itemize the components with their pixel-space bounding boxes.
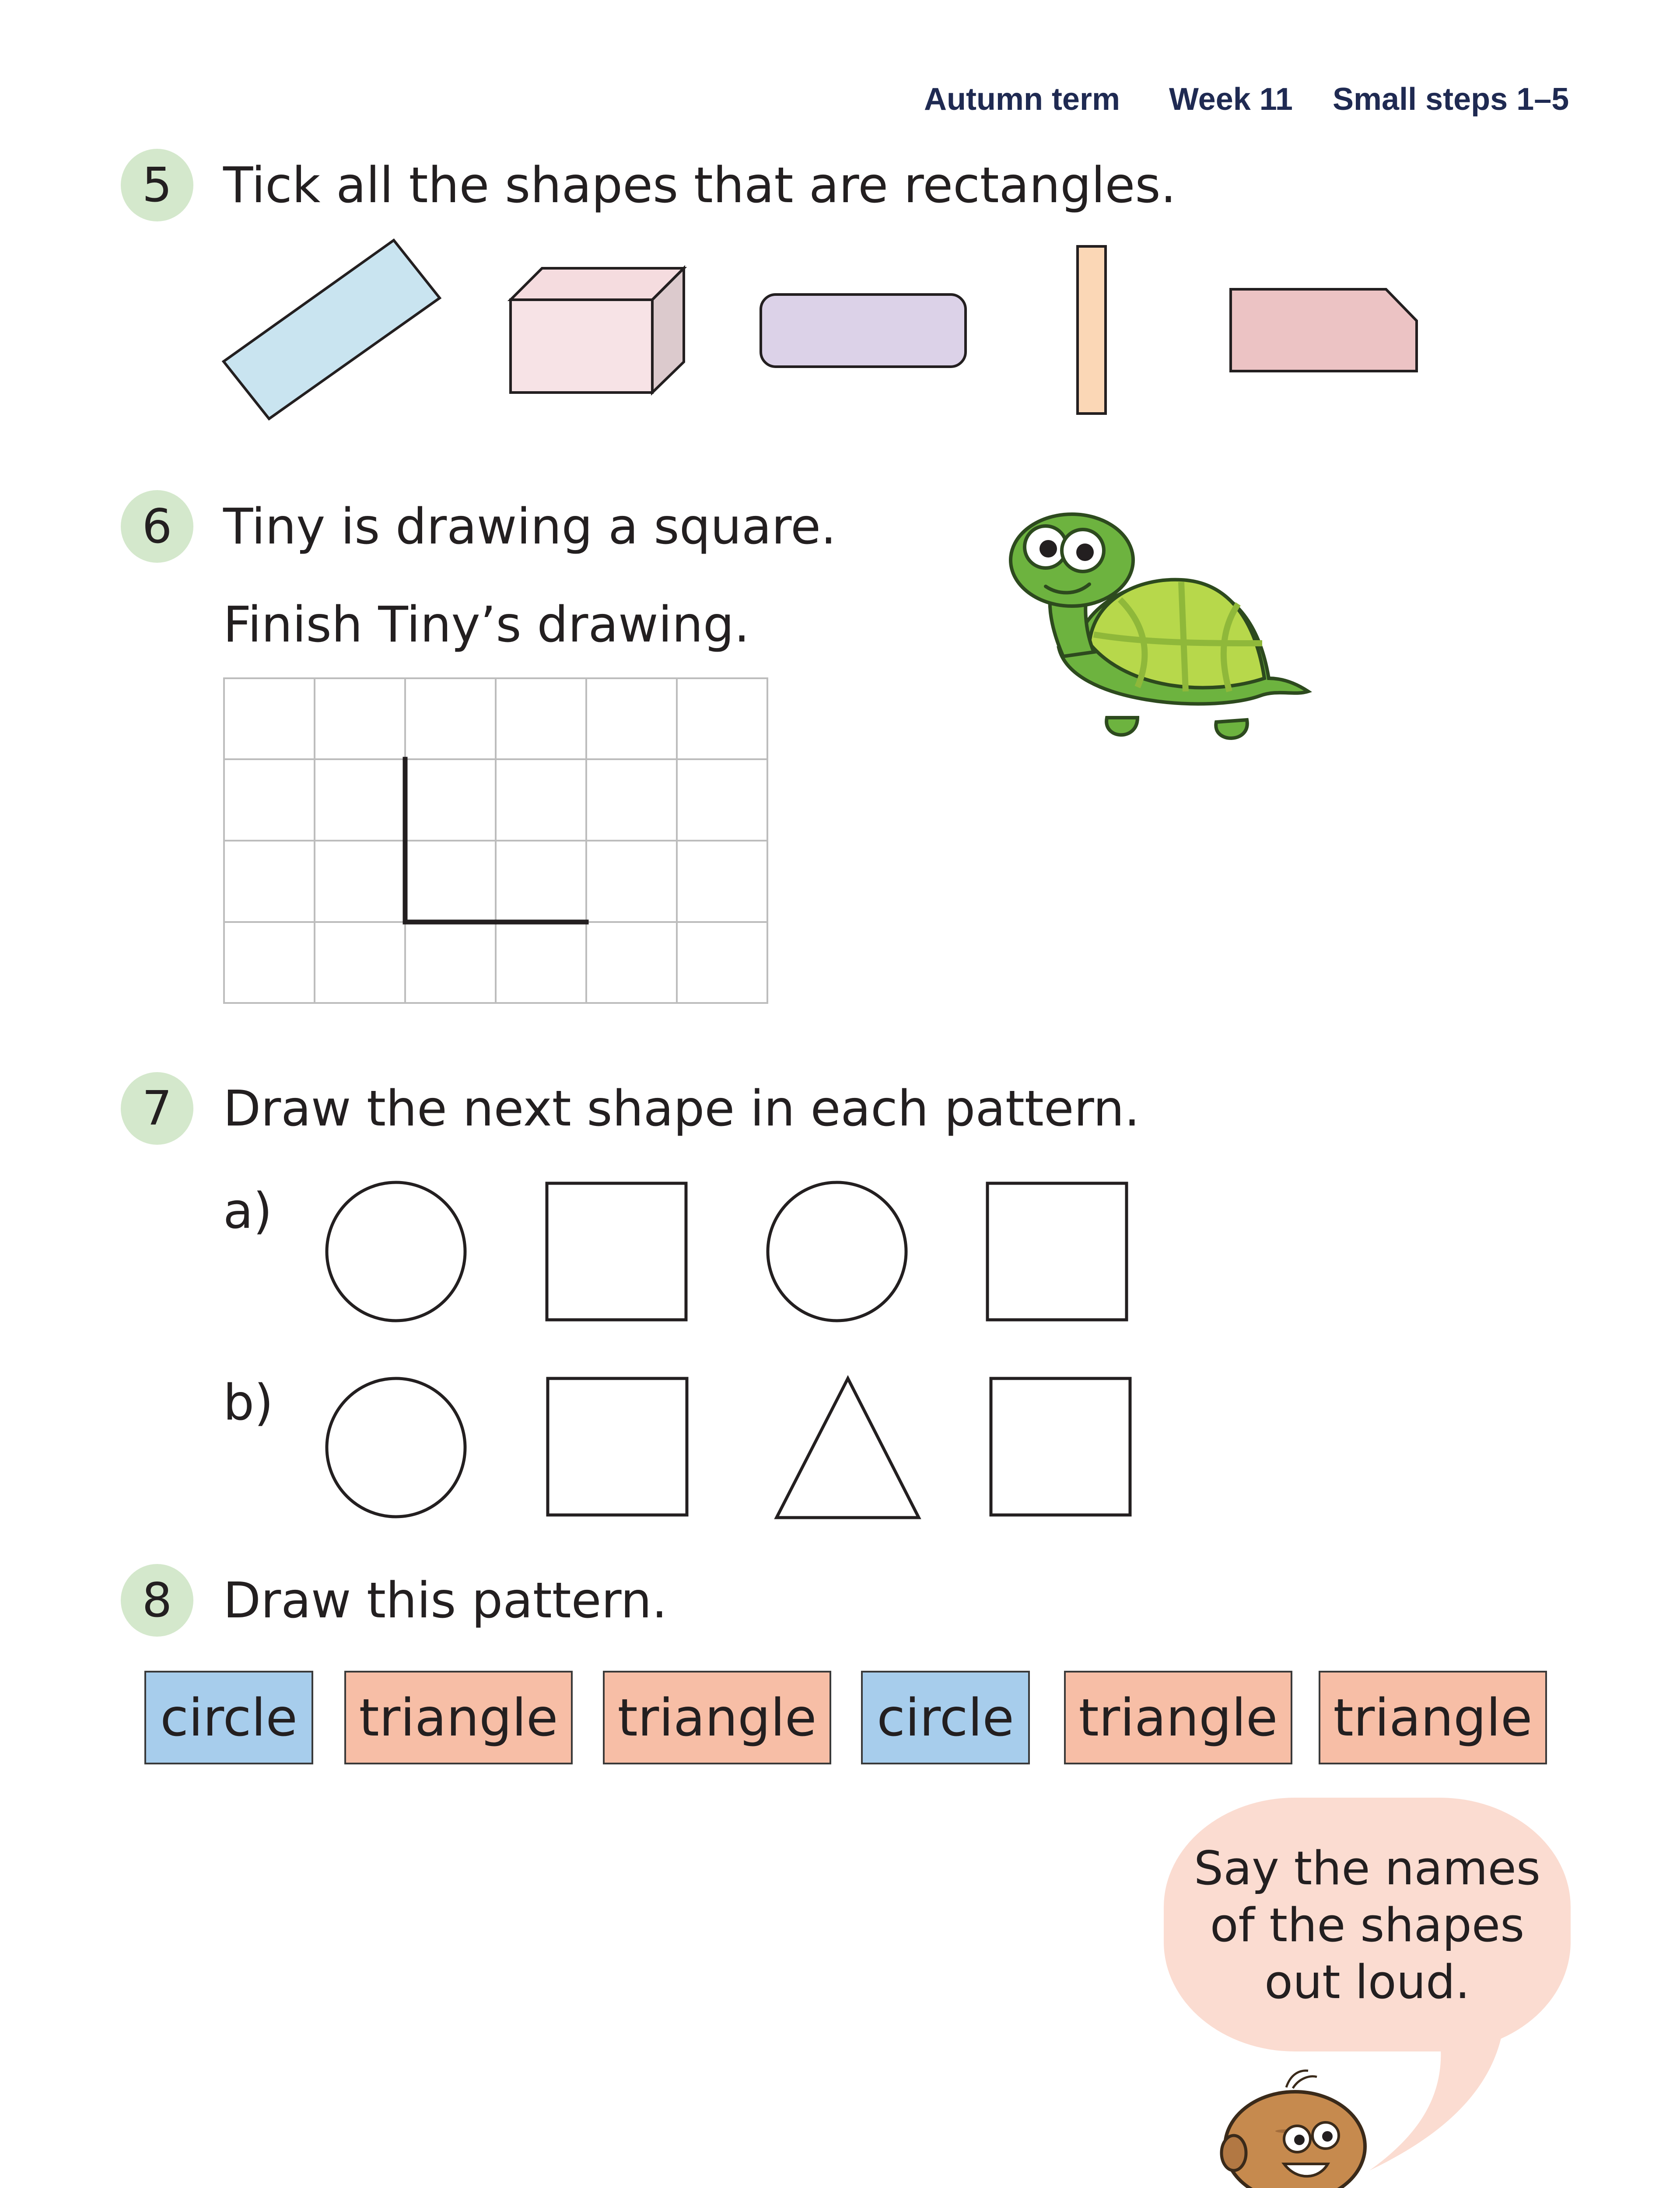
pattern-b-square-2 <box>991 1378 1130 1515</box>
question-6-badge <box>121 490 193 563</box>
tiny-tortoise-icon <box>1006 512 1321 748</box>
cut-corner-pentagon-shape[interactable] <box>1231 289 1417 371</box>
question-5-number: 5 <box>142 158 172 213</box>
pattern-a-circle-1 <box>327 1182 465 1321</box>
pattern-tile-circle: circle <box>144 1671 313 1764</box>
speech-line-2: of the shapes <box>1210 1898 1525 1952</box>
question-7-number: 7 <box>142 1081 172 1136</box>
pattern-b-square-1 <box>548 1378 687 1515</box>
tilted-rectangle-shape[interactable] <box>224 240 440 419</box>
question-7b-label: b) <box>223 1375 273 1431</box>
pattern-tile-triangle: triangle <box>1319 1671 1547 1764</box>
speech-line-1: Say the names <box>1194 1841 1541 1895</box>
speech-bubble-text <box>1164 1840 1571 2011</box>
pattern-a-square-2 <box>987 1183 1127 1320</box>
question-7a-label: a) <box>223 1183 273 1240</box>
thin-rectangle-shape[interactable] <box>1078 246 1106 414</box>
pattern-tile-triangle: triangle <box>1064 1671 1292 1764</box>
pattern-a-circle-2 <box>768 1182 906 1321</box>
question-8-text: Draw this pattern. <box>223 1572 668 1629</box>
pattern-a-square-1 <box>547 1183 686 1320</box>
cuboid-shape[interactable] <box>511 268 684 393</box>
rounded-rectangle-shape[interactable] <box>761 295 966 367</box>
q7-patterns <box>0 1138 1680 1532</box>
question-6-line-2: Finish Tiny’s drawing. <box>223 596 750 653</box>
pattern-b-triangle <box>777 1378 919 1518</box>
pattern-b-circle <box>327 1378 465 1517</box>
question-7-badge <box>121 1072 193 1145</box>
question-6-number: 6 <box>142 499 172 554</box>
header-term: Autumn term <box>924 82 1120 117</box>
header-steps: Small steps 1–5 <box>1333 82 1569 117</box>
question-7-text: Draw the next shape in each pattern. <box>223 1080 1140 1137</box>
pattern-tile-triangle: triangle <box>344 1671 573 1764</box>
character-head-icon <box>1221 2065 1378 2188</box>
q5-shapes <box>0 0 1680 438</box>
question-8-number: 8 <box>142 1573 172 1628</box>
speech-line-3: out loud. <box>1264 1955 1470 2009</box>
pattern-tile-circle: circle <box>861 1671 1030 1764</box>
header-week: Week 11 <box>1169 82 1293 117</box>
question-6-line-1: Tiny is drawing a square. <box>223 498 836 555</box>
pattern-tile-triangle: triangle <box>603 1671 831 1764</box>
question-8-badge <box>121 1564 193 1637</box>
question-5-text: Tick all the shapes that are rectangles. <box>223 157 1176 214</box>
square-drawing-grid[interactable] <box>223 677 769 1004</box>
